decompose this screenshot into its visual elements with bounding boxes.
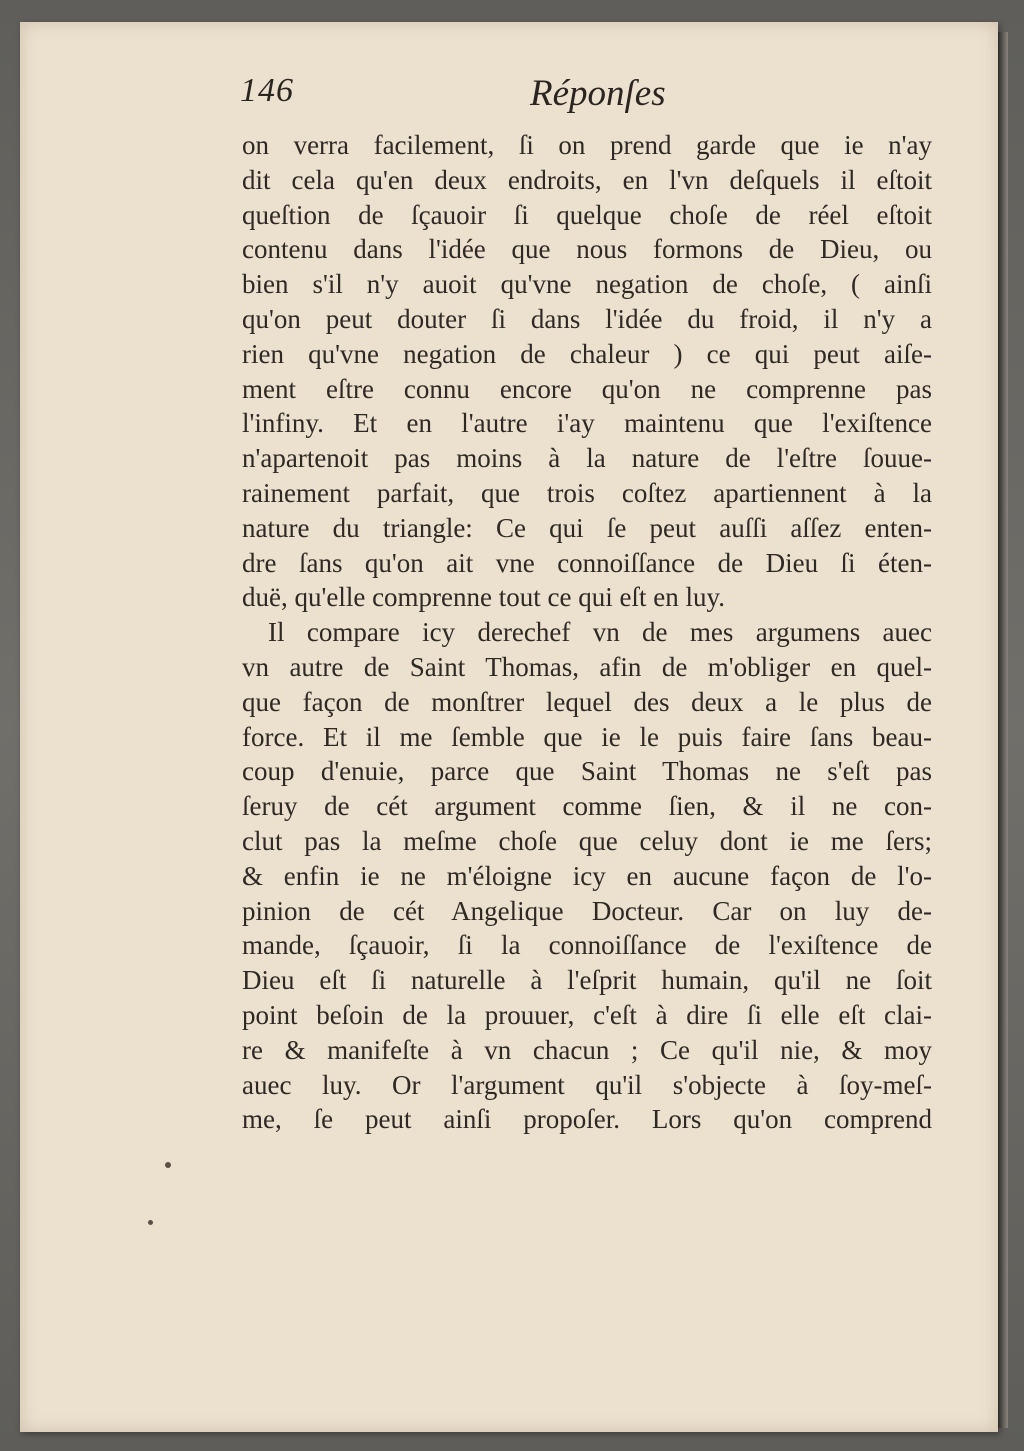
text-line: clut pas la meſme choſe que celuy dont ie me ſers; (242, 825, 932, 856)
text-line: rien qu'vne negation de chaleur ) ce qui peut aiſe- (242, 338, 932, 369)
text-line: l'infiny. Et en l'autre i'ay maintenu que l'exiſtence (242, 408, 932, 439)
text-line: on verra facilement, ſi on prend garde que ie n'ay (242, 130, 932, 160)
body-text (242, 128, 932, 1137)
page-number: 146 (240, 72, 294, 109)
text-line: pinion de cét Angelique Docteur. Car on luy de- (242, 895, 932, 926)
text-line: bien s'il n'y auoit qu'vne negation de choſe, ( ainſi (242, 269, 932, 300)
ink-speck (148, 1220, 153, 1225)
text-line: vn autre de Saint Thomas, afin de m'obliger en quel- (242, 651, 932, 682)
running-head (240, 72, 930, 122)
text-line: re & manifeſte à vn chacun ; Ce qu'il nie, & moy (242, 1034, 932, 1065)
text-line: nature du triangle: Ce qui ſe peut auſſi aſſez enten- (242, 512, 932, 543)
text-line: coup d'enuie, parce que Saint Thomas ne s'eſt pas (242, 756, 932, 787)
page-edge (998, 32, 1008, 1428)
text-line: me, ſe peut ainſi propoſer. Lors qu'on comprend (242, 1104, 932, 1135)
text-line: n'apartenoit pas moins à la nature de l'eſtre ſouue- (242, 443, 932, 474)
ink-speck (165, 1162, 171, 1168)
text-line: dre ſans qu'on ait vne connoiſſance de Dieu ſi éten- (242, 547, 932, 578)
text-line: duë, qu'elle comprenne tout ce qui eſt en luy. (242, 582, 725, 613)
text-line: contenu dans l'idée que nous formons de Dieu, ou (242, 234, 932, 265)
text-line: ſeruy de cét argument comme ſien, & il ne con- (242, 791, 932, 822)
text-line: & enfin ie ne m'éloigne icy en aucune façon de l'o- (242, 860, 932, 891)
text-line: queſtion de ſçauoir ſi quelque choſe de réel eſtoit (242, 199, 932, 230)
text-line: force. Et il me ſemble que ie le puis faire ſans beau- (242, 721, 932, 752)
text-line: rainement parfait, que trois coſtez apartiennent à la (242, 477, 932, 508)
running-title: Réponſes (530, 73, 666, 114)
text-line: que façon de monſtrer lequel des deux a le plus de (242, 686, 932, 717)
text-line: dit cela qu'en deux endroits, en l'vn deſquels il eſtoit (242, 164, 932, 195)
text-line: auec luy. Or l'argument qu'il s'objecte à ſoy-meſ- (242, 1069, 932, 1100)
text-line: mande, ſçauoir, ſi la connoiſſance de l'exiſtence de (242, 930, 932, 961)
text-line: Dieu eſt ſi naturelle à l'eſprit humain, qu'il ne ſoit (242, 965, 932, 996)
text-line: qu'on peut douter ſi dans l'idée du froid, il n'y a (242, 303, 932, 334)
paragraph-first-line: Il compare icy derechef vn de mes argumens auec (268, 617, 932, 648)
text-line: point beſoin de la prouuer, c'eſt à dire ſi elle eſt clai- (242, 999, 932, 1030)
text-line: ment eſtre connu encore qu'on ne comprenne pas (242, 373, 932, 404)
